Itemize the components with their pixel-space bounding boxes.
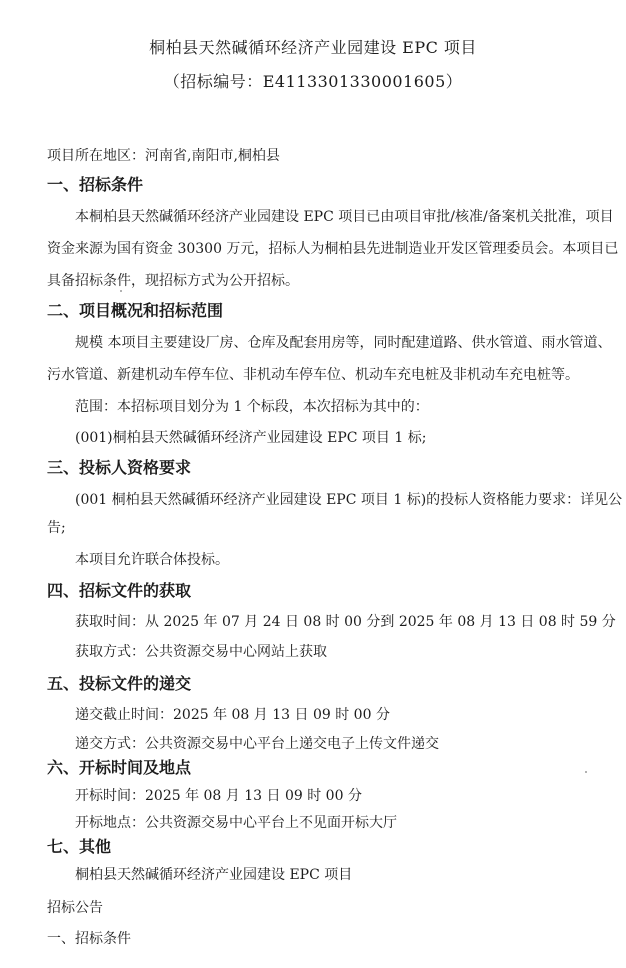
section-3-consortium: 本项目允许联合体投标。 (75, 552, 229, 568)
section-3-heading: 三、投标人资格要求 (47, 458, 192, 477)
section-7-heading: 七、其他 (47, 837, 112, 856)
section-7-project-name: 桐柏县天然碱循环经济产业园建设 EPC 项目 (75, 867, 353, 883)
scan-speck (585, 771, 587, 773)
section-3-qualification-line-2: 告; (47, 520, 66, 536)
section-7-announcement-label: 招标公告 (47, 900, 103, 916)
section-4-acquire-time: 获取时间：从 2025 年 07 月 24 日 08 时 00 分到 2025 年 08 月 13 日 08 时 59 分 (75, 614, 616, 630)
section-1-para-line-2: 资金来源为国有资金 30300 万元，招标人为桐柏县先进制造业开发区管理委员会。本项目已 (47, 241, 619, 257)
section-5-heading: 五、投标文件的递交 (47, 674, 192, 693)
section-2-heading: 二、项目概况和招标范围 (47, 301, 224, 320)
scan-speck (120, 290, 122, 292)
section-2-scale-line-1: 规模 本项目主要建设厂房、仓库及配套用房等，同时配建道路、供水管道、雨水管道、 (75, 335, 612, 351)
section-5-submit-method: 递交方式：公共资源交易中心平台上递交电子上传文件递交 (75, 736, 439, 752)
section-2-scale-line-2: 污水管道、新建机动车停车位、非机动车停车位、机动车充电桩及非机动车充电桩等。 (47, 367, 579, 383)
section-1-para-line-3: 具备招标条件，现招标方式为公开招标。 (47, 273, 299, 289)
document-title: 桐柏县天然碱循环经济产业园建设 EPC 项目 (149, 38, 477, 57)
section-7-sub-heading: 一、招标条件 (47, 931, 131, 947)
section-4-heading: 四、招标文件的获取 (47, 581, 192, 600)
section-5-deadline: 递交截止时间：2025 年 08 月 13 日 09 时 00 分 (75, 707, 390, 723)
project-region: 项目所在地区：河南省,南阳市,桐柏县 (47, 148, 280, 164)
section-1-para-line-1: 本桐柏县天然碱循环经济产业园建设 EPC 项目已由项目审批/核准/备案机关批准，项目 (75, 209, 614, 225)
section-2-lot: (001)桐柏县天然碱循环经济产业园建设 EPC 项目 1 标; (75, 430, 427, 446)
section-6-opening-place: 开标地点：公共资源交易中心平台上不见面开标大厅 (75, 815, 397, 831)
section-1-heading: 一、招标条件 (47, 175, 144, 194)
section-2-scope: 范围：本招标项目划分为 1 个标段，本次招标为其中的： (75, 399, 429, 415)
bid-number: （招标编号：E4113301330001605） (163, 72, 463, 91)
section-3-qualification-line-1: (001 桐柏县天然碱循环经济产业园建设 EPC 项目 1 标)的投标人资格能力要求：详见公 (75, 492, 623, 508)
section-4-acquire-method: 获取方式：公共资源交易中心网站上获取 (75, 644, 327, 660)
section-6-opening-time: 开标时间：2025 年 08 月 13 日 09 时 00 分 (75, 788, 362, 804)
section-6-heading: 六、开标时间及地点 (47, 758, 192, 777)
